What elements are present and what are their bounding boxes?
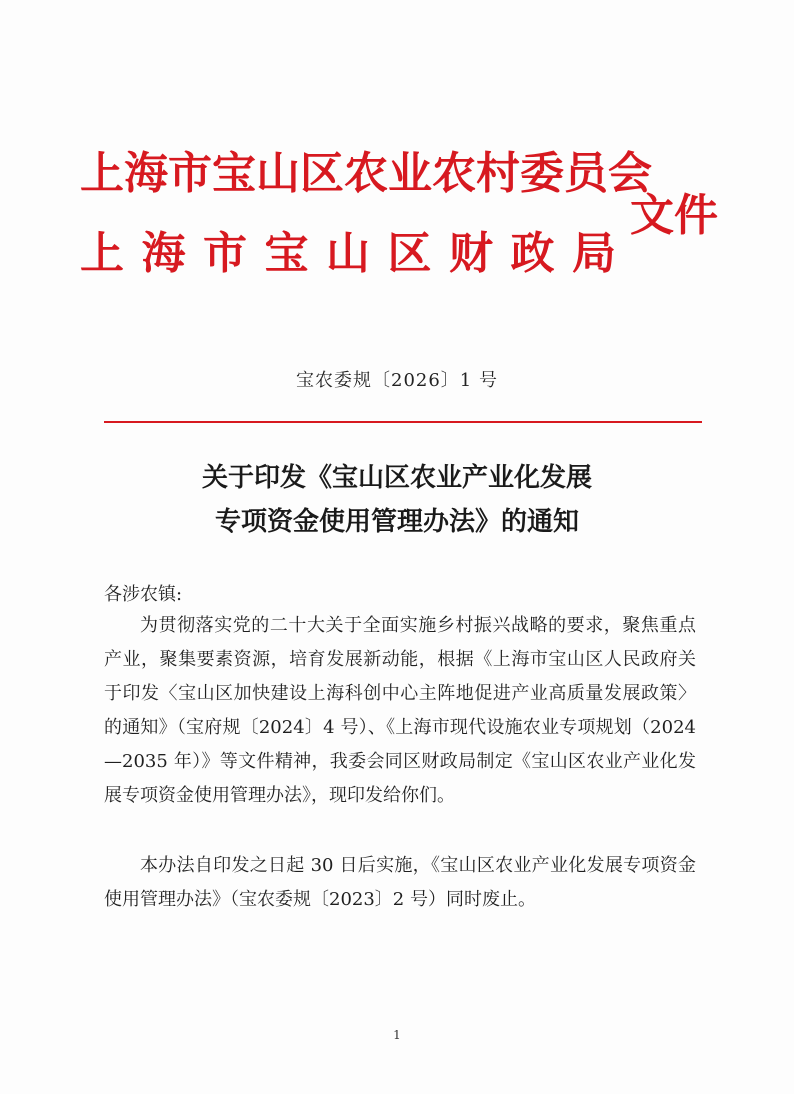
issuer-name-line-1: 上海市宝山区农业农村委员会: [80, 148, 652, 199]
page-number: 1: [393, 1028, 401, 1042]
issuer-suffix: 文件: [630, 190, 718, 241]
red-divider-line: [104, 421, 702, 423]
salutation: 各涉农镇:: [104, 584, 183, 605]
document-title-line-1: 关于印发《宝山区农业产业化发展: [201, 463, 592, 493]
issuer-name-line-2: 上海市宝山区财政局: [80, 228, 616, 279]
document-title-line-2: 专项资金使用管理办法》的通知: [214, 507, 579, 537]
body-paragraph: 为贯彻落实党的二十大关于全面实施乡村振兴战略的要求，聚焦重点产业，聚集要素资源，培育发展新动能，根据《上海市宝山区人民政府关于印发〈宝山区加快建设上海科创中心主阵地促进产业高质量发展政策〉的通知》（宝府规〔2024〕4 号）、《上海市现代设施农业专项规划（2024—2035 年）》等文件精神，我委会同区财政局制定《宝山区农业产业化发展专项资金使用管理办法》，现印发给你们。: [104, 615, 696, 806]
document-number: 宝农委规〔2026〕1 号: [296, 370, 498, 391]
body-paragraph: 本办法自印发之日起 30 日后实施，《宝山区农业产业化发展专项资金使用管理办法》（宝农委规〔2023〕2 号）同时废止。: [104, 855, 696, 910]
